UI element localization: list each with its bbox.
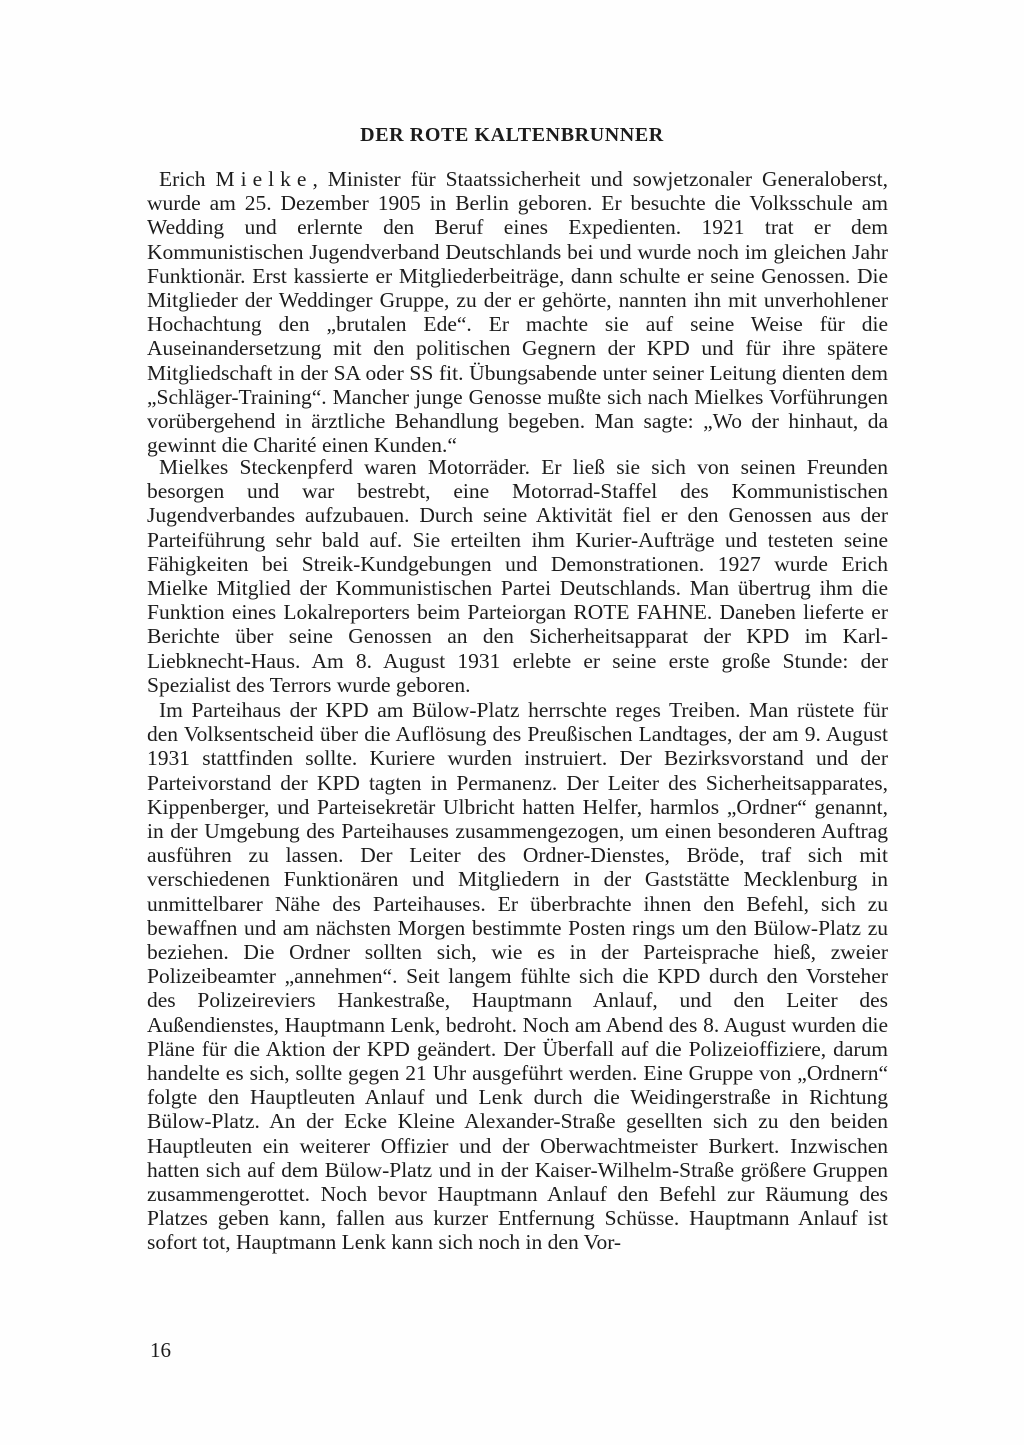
paragraph-1-text: , Minister für Staatssicherheit und sowjetzonaler Generaloberst, wurde am 25. Dezember 1905 in Berlin geboren. Er besuchte die Volksschule am Wedding und erlernte den Beruf eines Expedienten. 1921 trat er dem Kommunistischen Jugendverband Deutschlands bei und wurde noch im gleichen Jahr Funktionär. Erst kassierte er Mitgliederbeiträge, dann schulte er seine Genossen. Die Mitglieder der Weddinger Gruppe, zu der er gehörte, nannten ihn mit unverhohlener Hochachtung den „brutalen Ede“. Er machte sie auf seine Weise für die Auseinandersetzung mit den politischen Gegnern der KPD und für ihre spätere Mitgliedschaft in der SA oder SS fit. Übungsabende unter seiner Leitung dienten dem „Schläger-Training“. Mancher junge Genosse mußte sich nach Mielkes Vorführungen vorübergehend in ärztliche Behandlung begeben. Man sagte: „Wo der hinhaut, da gewinnt die Charité einen Kunden.“ bbox=[147, 167, 889, 458]
paragraph-3: Im Parteihaus der KPD am Bülow-Platz herrschte reges Treiben. Man rüstete für den Volksentscheid über die Auflösung des Preußischen Landtages, der am 9. August 1931 stattfinden sollte. Kuriere wurden instruiert. Der Bezirksvorstand und der Parteivorstand der KPD tagten in Permanenz. Der Leiter des Sicherheitsapparates, Kippenberger, und Parteisekretär Ulbricht hatten Helfer, harmlos „Ordner“ genannt, in der Umgebung des Parteihauses zusammengezogen, um einen besonderen Auftrag ausführen zu lassen. Der Leiter des Ordner-Dienstes, Bröde, traf sich mit verschiedenen Funktionären und Mitgliedern in der Gaststätte Mecklenburg in unmittelbarer Nähe des Parteihauses. Er überbrachte ihnen den Befehl, sich zu bewaffnen und am nächsten Morgen bestimmte Posten rings um den Bülow-Platz zu beziehen. Die Ordner sollten sich, wie es in der Parteisprache hieß, zweier Polizeibeamter „annehmen“. Seit langem fühlte sich die KPD durch den Vorsteher des Polizeireviers Hankestraße, Hauptmann Anlauf, und den Leiter des Außendienstes, Hauptmann Lenk, bedroht. Noch am Abend des 8. August wurden die Pläne für die Aktion der KPD geändert. Der Überfall auf die Polizeioffiziere, darum handelte es sich, sollte gegen 21 Uhr ausgeführt werden. Eine Gruppe von „Ordnern“ folgte den Hauptleuten Anlauf und Lenk durch die Weidingerstraße in Richtung Bülow-Platz. An der Ecke Kleine Alexander-Straße gesellten sich zu den beiden Hauptleuten ein weiterer Offizier und der Oberwachtmeister Burkert. Inzwischen hatten sich auf dem Bülow-Platz und in der Kaiser-Wilhelm-Straße größere Gruppen zusammengerottet. Noch bevor Hauptmann Anlauf den Befehl zur Räumung des Platzes geben kann, fallen aus kurzer Entfernung Schüsse. Hauptmann Anlauf ist sofort tot, Hauptmann Lenk kann sich noch in den Vor- bbox=[147, 698, 888, 1255]
paragraph-1 bbox=[147, 167, 888, 457]
chapter-title: DER ROTE KALTENBRUNNER bbox=[360, 124, 664, 146]
paragraph-1-lead: Erich bbox=[159, 167, 206, 191]
paragraph-2: Mielkes Steckenpferd waren Motorräder. Er ließ sie sich von seinen Freunden besorgen und war bestrebt, eine Motorrad-Staffel des Kommunistischen Jugendverbandes aufzubauen. Durch seine Aktivität fiel er den Genossen aus der Parteiführung sehr bald auf. Sie erteilten ihm Kurier-Aufträge und testeten seine Fähigkeiten bei Streik-Kundgebungen und Demonstrationen. 1927 wurde Erich Mielke Mitglied der Kommunistischen Partei Deutschlands. Man übertrug ihm die Funktion eines Lokalreporters beim Parteiorgan ROTE FAHNE. Daneben lieferte er Berichte über seine Genossen an den Sicherheitsapparat der KPD im Karl-Liebknecht-Haus. Am 8. August 1931 erlebte er seine erste große Stunde: der Spezialist des Terrors wurde geboren. bbox=[147, 455, 888, 697]
page-number: 16 bbox=[150, 1338, 171, 1362]
spaced-name-mielke: Mielke bbox=[215, 167, 313, 191]
